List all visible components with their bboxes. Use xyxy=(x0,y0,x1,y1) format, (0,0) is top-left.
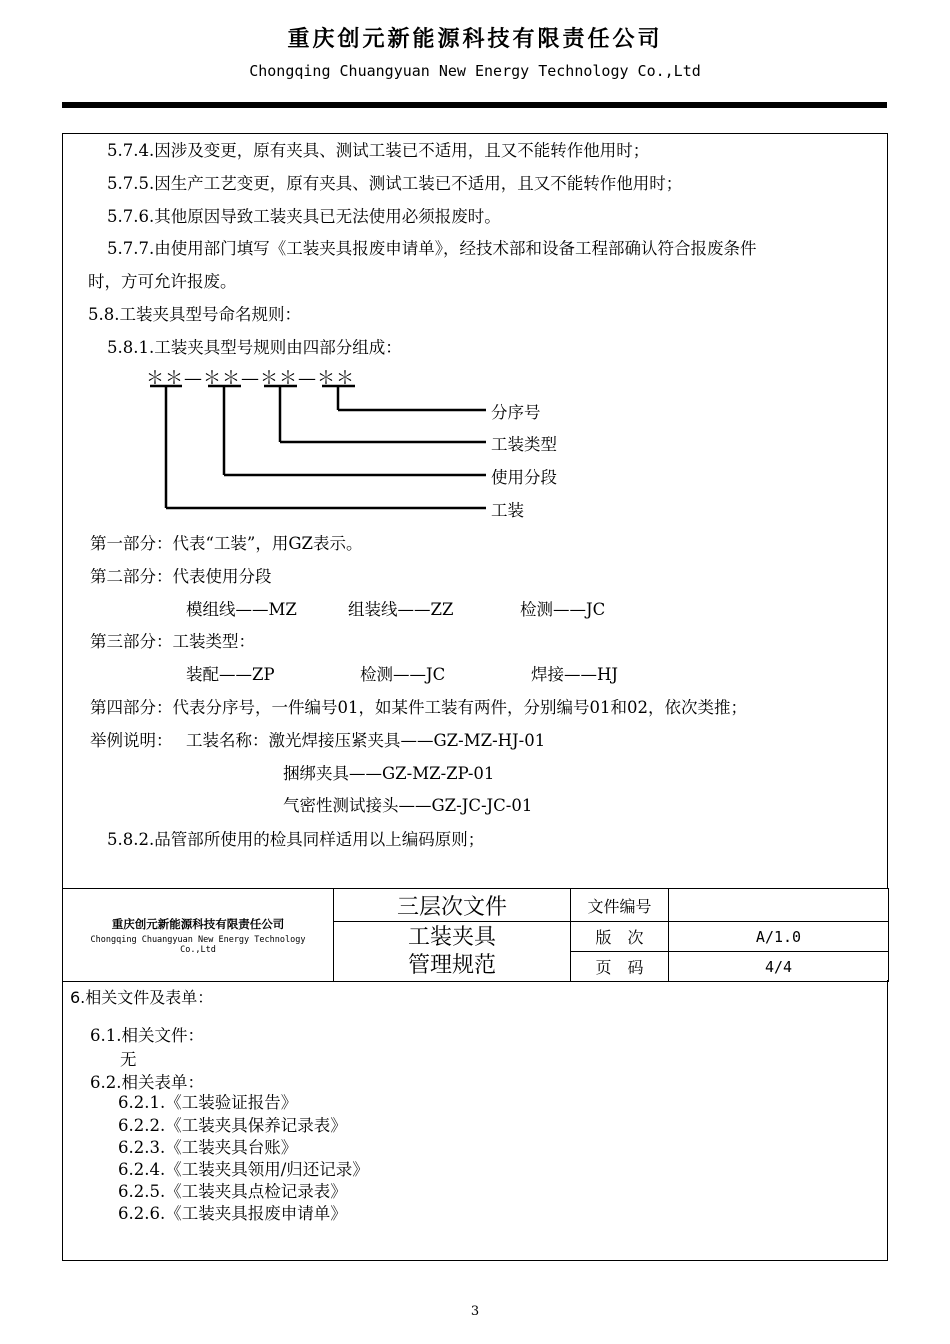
form-item-3: 6.2.3.《工装夹具台账》 xyxy=(118,1138,298,1157)
table-doc-title-2: 管理规范 xyxy=(407,952,496,978)
part3-text: 第三部分：工装类型： xyxy=(90,632,255,651)
text-line-577-cont: 时，方可允许报废。 xyxy=(88,272,237,291)
naming-diagram xyxy=(0,0,950,530)
diagram-label-sequence: 分序号 xyxy=(491,403,541,422)
part2-item-jc: 检测——JC xyxy=(520,600,606,619)
text-line-576: 5.7.6.其他原因导致工装夹具已无法使用必须报废时。 xyxy=(107,207,501,226)
header-company-en: Chongqing Chuangyuan New Energy Technology Co.,Ltd xyxy=(249,62,701,80)
table-label-version: 版 次 xyxy=(571,922,669,952)
part2-item-zz: 组装线——ZZ xyxy=(348,600,454,619)
text-line-582: 5.8.2.品管部所使用的检具同样适用以上编码原则； xyxy=(107,830,485,849)
form-item-4: 6.2.4.《工装夹具领用/归还记录》 xyxy=(118,1160,369,1179)
table-value-page: 4/4 xyxy=(669,952,889,982)
example-1: 工装名称：激光焊接压紧夹具——GZ-MZ-HJ-01 xyxy=(186,731,546,750)
table-company-cn: 重庆创元新能源科技有限责任公司 xyxy=(111,916,285,931)
section6-sub1: 6.1.相关文件： xyxy=(90,1026,204,1045)
example-2: 捆绑夹具——GZ-MZ-ZP-01 xyxy=(283,764,495,783)
table-label-doc-no: 文件编号 xyxy=(571,889,669,922)
part3-item-jc: 检测——JC xyxy=(360,665,446,684)
text-line-577: 5.7.7.由使用部门填写《工装夹具报废申请单》，经技术部和设备工程部确认符合报废条件 xyxy=(107,239,757,258)
table-doc-title-1: 工装夹具 xyxy=(407,924,496,950)
form-item-6: 6.2.6.《工装夹具报废申请单》 xyxy=(118,1204,347,1223)
page-number: 3 xyxy=(470,1304,480,1319)
form-item-2: 6.2.2.《工装夹具保养记录表》 xyxy=(118,1116,347,1135)
diagram-label-type: 工装类型 xyxy=(491,435,557,454)
form-item-1: 6.2.1.《工装验证报告》 xyxy=(118,1093,298,1112)
example-label: 举例说明： xyxy=(90,731,173,750)
part2-text: 第二部分：代表使用分段 xyxy=(90,567,272,586)
part4-text: 第四部分：代表分序号，一件编号01，如某件工装有两件，分别编号01和02，依次类推； xyxy=(90,698,747,717)
diagram-label-tooling: 工装 xyxy=(491,501,524,520)
part2-item-mz: 模组线——MZ xyxy=(186,600,297,619)
table-company-en-2: Co.,Ltd xyxy=(180,944,216,955)
diagram-label-segment: 使用分段 xyxy=(491,468,557,487)
text-line-575: 5.7.5.因生产工艺变更，原有夹具、测试工装已不适用，且又不能转作他用时； xyxy=(107,174,683,193)
document-control-table xyxy=(62,888,889,982)
table-label-page: 页 码 xyxy=(571,952,669,982)
section6-sub2: 6.2.相关表单： xyxy=(90,1073,204,1092)
form-item-5: 6.2.5.《工装夹具点检记录表》 xyxy=(118,1182,347,1201)
table-value-doc-no xyxy=(669,889,889,922)
header-company-cn: 重庆创元新能源科技有限责任公司 xyxy=(287,27,663,52)
example-3: 气密性测试接头——GZ-JC-JC-01 xyxy=(283,796,533,815)
table-doc-level: 三层次文件 xyxy=(334,889,571,922)
part1-text: 第一部分：代表“工装”，用GZ表示。 xyxy=(90,534,363,553)
diagram-pattern: ＊＊—＊＊—＊＊—＊＊ xyxy=(146,368,355,389)
table-company-en-1: Chongqing Chuangyuan New Energy Technology xyxy=(90,934,306,945)
part3-item-hj: 焊接——HJ xyxy=(531,665,619,684)
part3-item-zp: 装配——ZP xyxy=(186,665,275,684)
text-line-574: 5.7.4.因涉及变更，原有夹具、测试工装已不适用，且又不能转作他用时； xyxy=(107,141,650,160)
table-doc-title xyxy=(334,922,571,982)
table-value-version: A/1.0 xyxy=(669,922,889,952)
section6-title: 6.相关文件及表单： xyxy=(70,988,214,1007)
section6-sub1-value: 无 xyxy=(120,1050,137,1069)
text-line-58: 5.8.工装夹具型号命名规则： xyxy=(88,305,301,324)
text-line-581: 5.8.1.工装夹具型号规则由四部分组成： xyxy=(107,338,402,357)
table-company-cell xyxy=(63,889,334,982)
